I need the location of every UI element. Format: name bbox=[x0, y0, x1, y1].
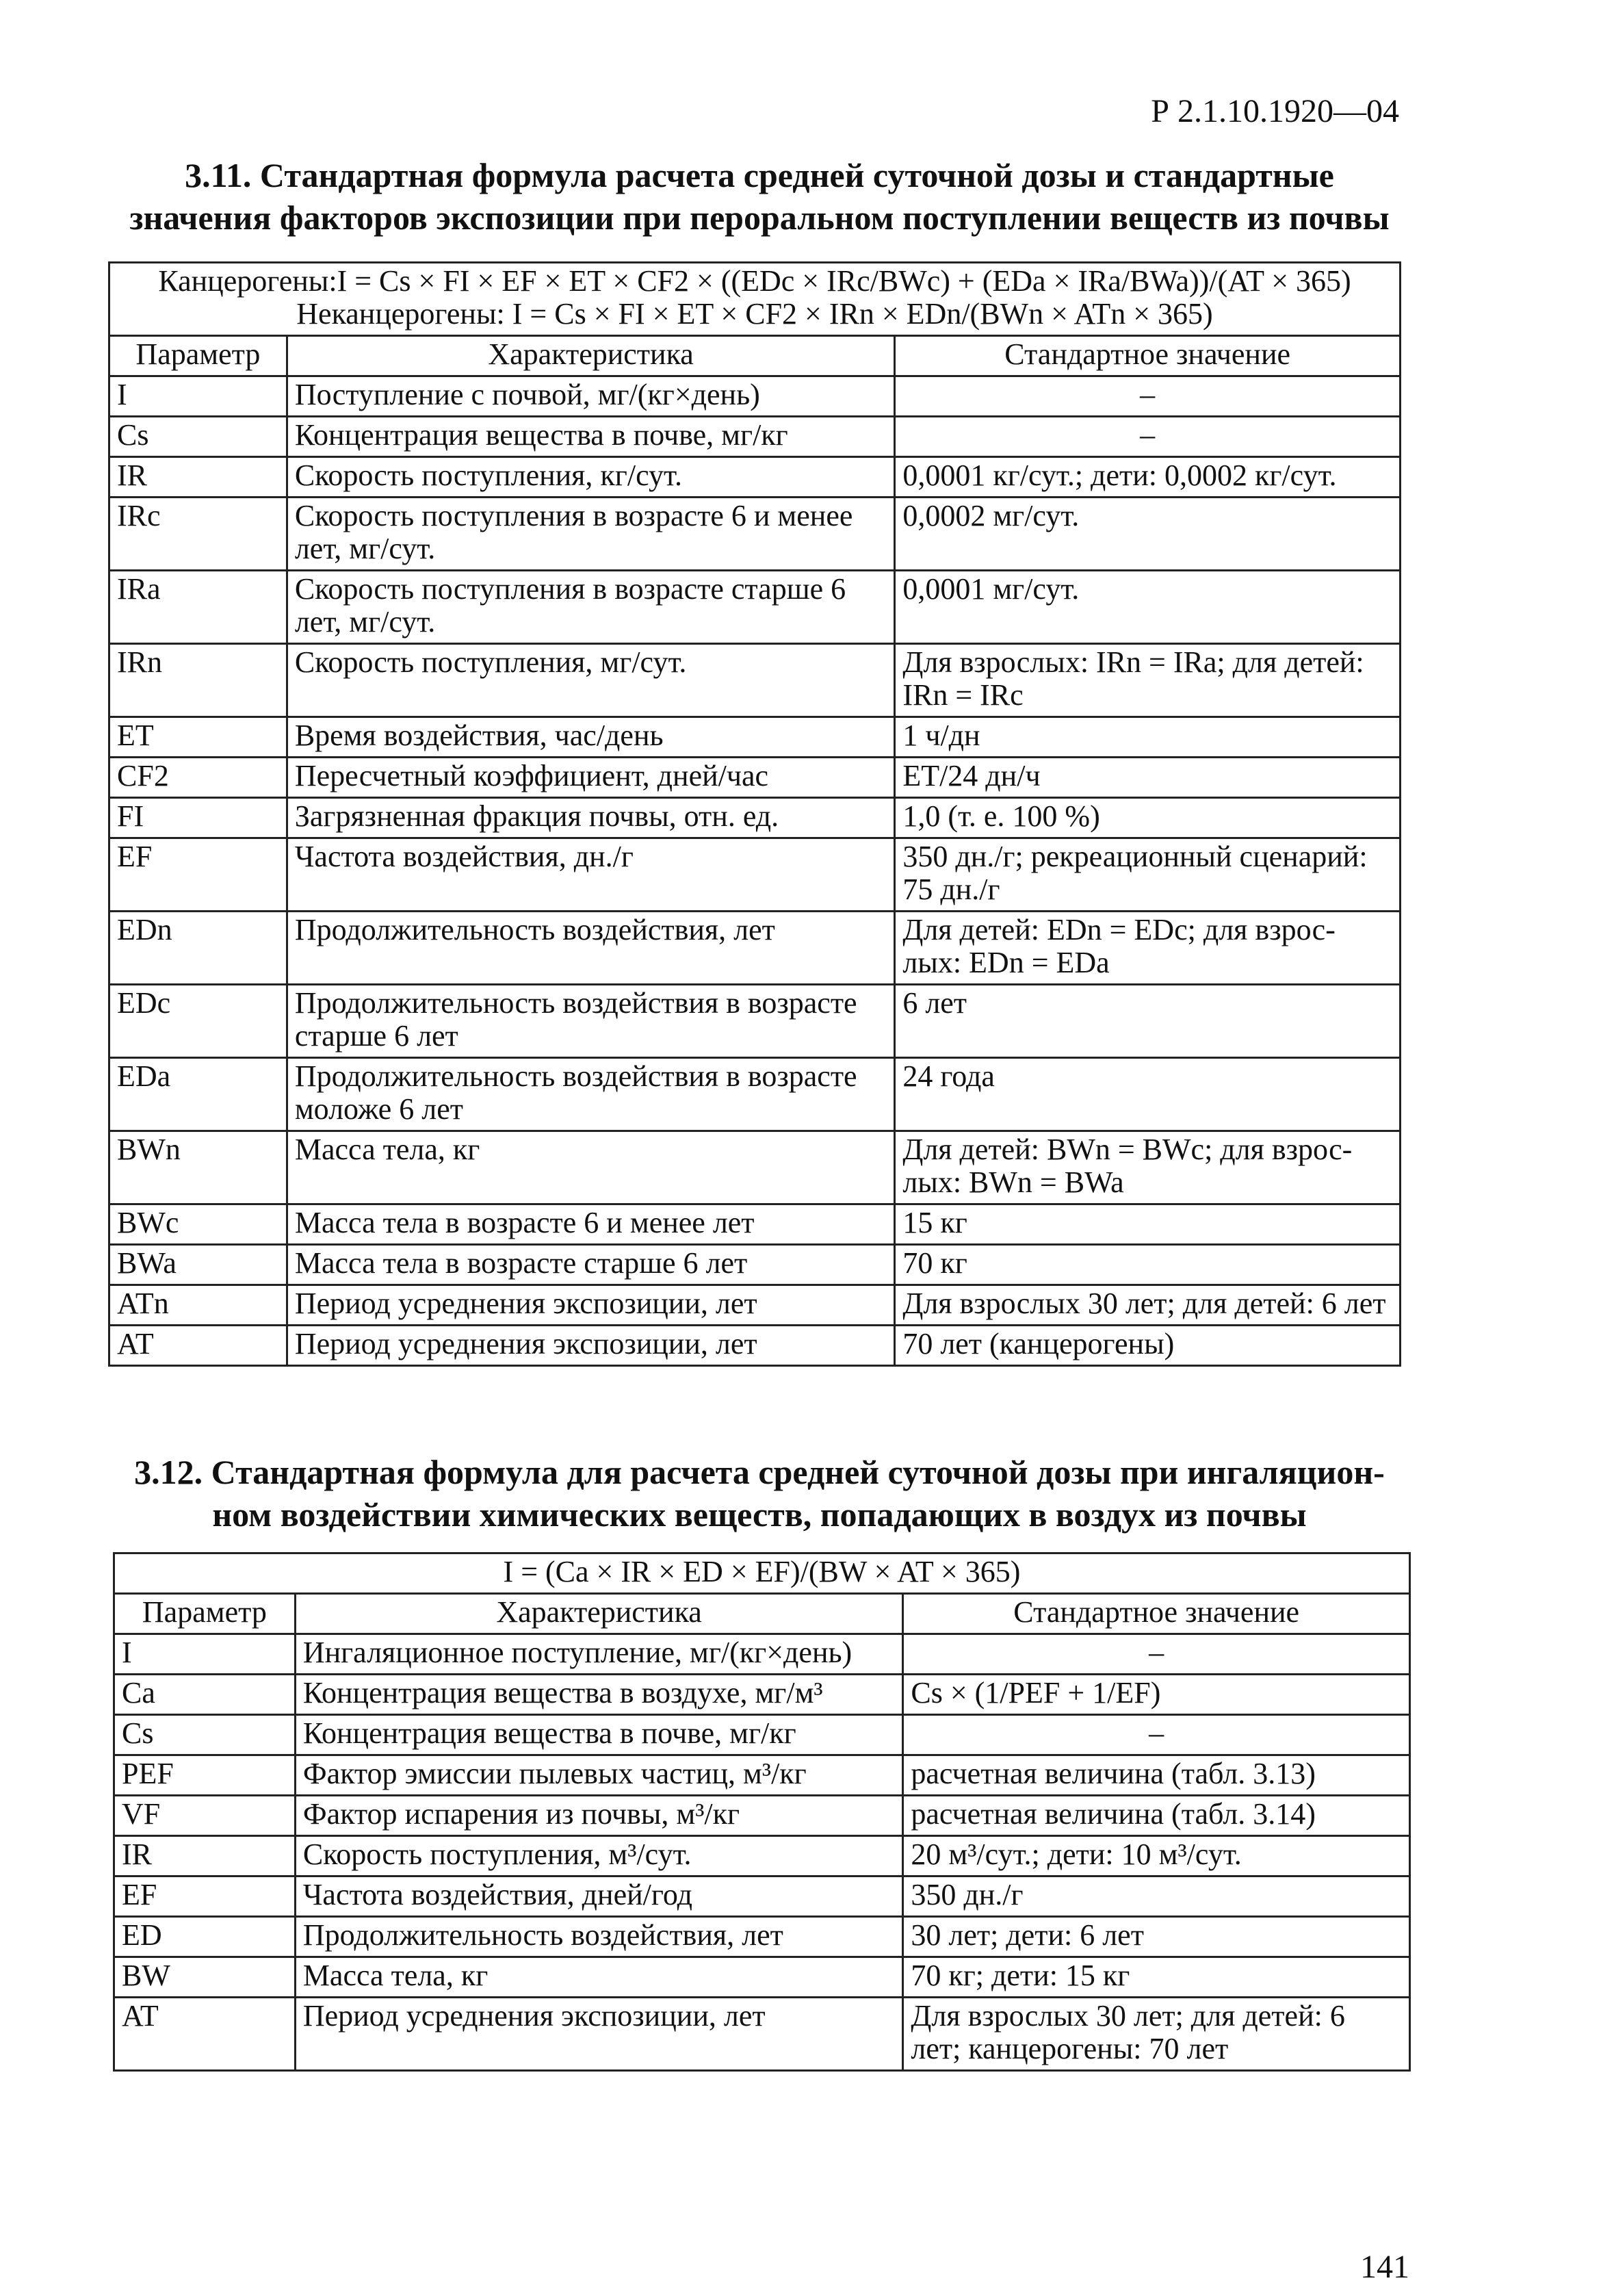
description-cell: Масса тела, кг bbox=[295, 1957, 903, 1998]
table-row bbox=[109, 1285, 1401, 1326]
param-cell: CF2 bbox=[109, 758, 287, 798]
title-line: ном воздействии химических веществ, попадающих в воздух из почвы bbox=[212, 1495, 1307, 1534]
table-row bbox=[114, 1634, 1410, 1675]
description-cell: Скорость поступления, кг/сут. bbox=[287, 457, 894, 498]
param-cell: ATn bbox=[109, 1285, 287, 1326]
page-number: 141 bbox=[1360, 2249, 1409, 2285]
description-cell: Период усреднения экспозиции, лет bbox=[287, 1326, 894, 1366]
param-cell: IRc bbox=[109, 498, 287, 571]
value-cell: 70 кг; дети: 15 кг bbox=[903, 1957, 1410, 1998]
column-header: Параметр bbox=[109, 336, 287, 376]
param-cell: IR bbox=[114, 1836, 296, 1876]
description-cell: Частота воздействия, дн./г bbox=[287, 838, 894, 912]
param-cell: Ca bbox=[114, 1675, 296, 1715]
description-cell: Масса тела в возрасте 6 и менее лет bbox=[287, 1204, 894, 1245]
value-cell: 15 кг bbox=[895, 1204, 1401, 1245]
table-row bbox=[109, 571, 1401, 644]
description-cell: Скорость поступления, м³/сут. bbox=[295, 1836, 903, 1876]
formula-row bbox=[114, 1553, 1410, 1594]
param-cell: PEF bbox=[114, 1755, 296, 1796]
value-cell: 350 дн./г; рекреационный сценарий: 75 дн./г bbox=[895, 838, 1401, 912]
table-row bbox=[109, 798, 1401, 838]
param-cell: EDn bbox=[109, 912, 287, 985]
table-row bbox=[114, 1957, 1410, 1998]
title-line: значения факторов экспозиции при пероральном поступлении веществ из почвы bbox=[129, 198, 1390, 237]
value-cell: 70 кг bbox=[895, 1245, 1401, 1285]
formula-cell bbox=[109, 263, 1401, 336]
column-header: Стандартное значение bbox=[895, 336, 1401, 376]
param-cell: Cs bbox=[114, 1715, 296, 1755]
value-cell: расчетная величина (табл. 3.14) bbox=[903, 1796, 1410, 1836]
oral-intake-table bbox=[108, 261, 1401, 1367]
table-row bbox=[114, 1917, 1410, 1957]
value-cell: – bbox=[903, 1715, 1410, 1755]
description-cell: Загрязненная фракция почвы, отн. ед. bbox=[287, 798, 894, 838]
param-cell: BWa bbox=[109, 1245, 287, 1285]
table-row bbox=[109, 1131, 1401, 1204]
description-cell: Скорость поступления, мг/сут. bbox=[287, 644, 894, 717]
param-cell: FI bbox=[109, 798, 287, 838]
value-cell: ET/24 дн/ч bbox=[895, 758, 1401, 798]
param-cell: I bbox=[114, 1634, 296, 1675]
description-cell: Масса тела в возрасте старше 6 лет bbox=[287, 1245, 894, 1285]
param-cell: IR bbox=[109, 457, 287, 498]
table-row bbox=[109, 1245, 1401, 1285]
description-cell: Фактор эмиссии пылевых частиц, м³/кг bbox=[295, 1755, 903, 1796]
document-code: Р 2.1.10.1920—04 bbox=[1151, 93, 1399, 129]
header-row bbox=[114, 1594, 1410, 1634]
value-cell: Для детей: EDn = EDc; для взрос-лых: EDn = EDa bbox=[895, 912, 1401, 985]
table-row bbox=[109, 758, 1401, 798]
description-cell: Период усреднения экспозиции, лет bbox=[295, 1998, 903, 2071]
table-row bbox=[114, 1836, 1410, 1876]
param-cell: IRn bbox=[109, 644, 287, 717]
description-cell: Продолжительность воздействия в возрасте моложе 6 лет bbox=[287, 1058, 894, 1131]
param-cell: AT bbox=[114, 1998, 296, 2071]
value-cell: Для взрослых: IRn = IRa; для детей: IRn = IRc bbox=[895, 644, 1401, 717]
description-cell: Продолжительность воздействия в возрасте старше 6 лет bbox=[287, 985, 894, 1058]
table-row bbox=[109, 457, 1401, 498]
description-cell: Скорость поступления в возрасте 6 и менее лет, мг/сут. bbox=[287, 498, 894, 571]
table-row bbox=[114, 1675, 1410, 1715]
section-title-3-11 bbox=[103, 154, 1416, 239]
value-cell: Для взрослых 30 лет; для детей: 6 лет bbox=[895, 1285, 1401, 1326]
value-cell: 350 дн./г bbox=[903, 1876, 1410, 1917]
table-row bbox=[109, 498, 1401, 571]
table-row bbox=[109, 1058, 1401, 1131]
value-cell: Cs × (1/PEF + 1/EF) bbox=[903, 1675, 1410, 1715]
description-cell: Продолжительность воздействия, лет bbox=[287, 912, 894, 985]
param-cell: EDc bbox=[109, 985, 287, 1058]
param-cell: BWc bbox=[109, 1204, 287, 1245]
param-cell: EF bbox=[109, 838, 287, 912]
formula-noncarcinogens: Неканцерогены: I = Cs × FI × ET × CF2 × IRn × EDn/(BWn × ATn × 365) bbox=[296, 297, 1213, 331]
table-row bbox=[109, 985, 1401, 1058]
value-cell: Для детей: BWn = BWc; для взрос-лых: BWn = BWa bbox=[895, 1131, 1401, 1204]
value-cell: 20 м³/сут.; дети: 10 м³/сут. bbox=[903, 1836, 1410, 1876]
value-cell: – bbox=[895, 376, 1401, 417]
value-cell: 1 ч/дн bbox=[895, 717, 1401, 758]
table-row bbox=[109, 1326, 1401, 1366]
value-cell: 70 лет (канцерогены) bbox=[895, 1326, 1401, 1366]
value-cell: Для взрослых 30 лет; для детей: 6 лет; канцерогены: 70 лет bbox=[903, 1998, 1410, 2071]
value-cell: 0,0001 кг/сут.; дети: 0,0002 кг/сут. bbox=[895, 457, 1401, 498]
param-cell: BWn bbox=[109, 1131, 287, 1204]
header-row bbox=[109, 336, 1401, 376]
formula-cell: I = (Ca × IR × ED × EF)/(BW × AT × 365) bbox=[114, 1553, 1410, 1594]
param-cell: BW bbox=[114, 1957, 296, 1998]
formula-carcinogens: Канцерогены:I = Cs × FI × EF × ET × CF2 × ((EDc × IRc/BWc) + (EDa × IRa/BWa))/(AT × 365) bbox=[158, 264, 1351, 298]
param-cell: EDa bbox=[109, 1058, 287, 1131]
param-cell: Cs bbox=[109, 417, 287, 457]
value-cell: 1,0 (т. е. 100 %) bbox=[895, 798, 1401, 838]
value-cell: 30 лет; дети: 6 лет bbox=[903, 1917, 1410, 1957]
title-line: 3.11. Стандартная формула расчета средней суточной дозы и стандартные bbox=[185, 156, 1334, 194]
value-cell: – bbox=[895, 417, 1401, 457]
column-header: Характеристика bbox=[295, 1594, 903, 1634]
table-row bbox=[109, 376, 1401, 417]
column-header: Стандартное значение bbox=[903, 1594, 1410, 1634]
table-row bbox=[109, 912, 1401, 985]
param-cell: I bbox=[109, 376, 287, 417]
formula-row bbox=[109, 263, 1401, 336]
table-row bbox=[109, 1204, 1401, 1245]
description-cell: Концентрация вещества в почве, мг/кг bbox=[295, 1715, 903, 1755]
description-cell: Скорость поступления в возрасте старше 6 лет, мг/сут. bbox=[287, 571, 894, 644]
table-row bbox=[114, 1876, 1410, 1917]
table-row bbox=[109, 417, 1401, 457]
description-cell: Концентрация вещества в воздухе, мг/м³ bbox=[295, 1675, 903, 1715]
param-cell: IRa bbox=[109, 571, 287, 644]
description-cell: Продолжительность воздействия, лет bbox=[295, 1917, 903, 1957]
value-cell: 0,0001 мг/сут. bbox=[895, 571, 1401, 644]
title-line: 3.12. Стандартная формула для расчета средней суточной дозы при ингаляцион- bbox=[134, 1453, 1385, 1491]
value-cell: 6 лет bbox=[895, 985, 1401, 1058]
param-cell: EF bbox=[114, 1876, 296, 1917]
table-row bbox=[114, 1998, 1410, 2071]
param-cell: AT bbox=[109, 1326, 287, 1366]
value-cell: 24 года bbox=[895, 1058, 1401, 1131]
table-row bbox=[114, 1796, 1410, 1836]
table-row bbox=[109, 838, 1401, 912]
table-body bbox=[109, 263, 1401, 1366]
table-row bbox=[114, 1755, 1410, 1796]
description-cell: Частота воздействия, дней/год bbox=[295, 1876, 903, 1917]
table-body bbox=[114, 1553, 1410, 2071]
description-cell: Период усреднения экспозиции, лет bbox=[287, 1285, 894, 1326]
value-cell: 0,0002 мг/сут. bbox=[895, 498, 1401, 571]
table-row bbox=[114, 1715, 1410, 1755]
value-cell: – bbox=[903, 1634, 1410, 1675]
value-cell: расчетная величина (табл. 3.13) bbox=[903, 1755, 1410, 1796]
description-cell: Концентрация вещества в почве, мг/кг bbox=[287, 417, 894, 457]
description-cell: Поступление с почвой, мг/(кг×день) bbox=[287, 376, 894, 417]
description-cell: Время воздействия, час/день bbox=[287, 717, 894, 758]
description-cell: Фактор испарения из почвы, м³/кг bbox=[295, 1796, 903, 1836]
description-cell: Ингаляционное поступление, мг/(кг×день) bbox=[295, 1634, 903, 1675]
param-cell: ED bbox=[114, 1917, 296, 1957]
inhalation-intake-table bbox=[113, 1552, 1411, 2072]
column-header: Параметр bbox=[114, 1594, 296, 1634]
column-header: Характеристика bbox=[287, 336, 894, 376]
table-row bbox=[109, 717, 1401, 758]
param-cell: VF bbox=[114, 1796, 296, 1836]
description-cell: Масса тела, кг bbox=[287, 1131, 894, 1204]
section-title-3-12 bbox=[103, 1451, 1416, 1536]
param-cell: ET bbox=[109, 717, 287, 758]
description-cell: Пересчетный коэффициент, дней/час bbox=[287, 758, 894, 798]
table-row bbox=[109, 644, 1401, 717]
